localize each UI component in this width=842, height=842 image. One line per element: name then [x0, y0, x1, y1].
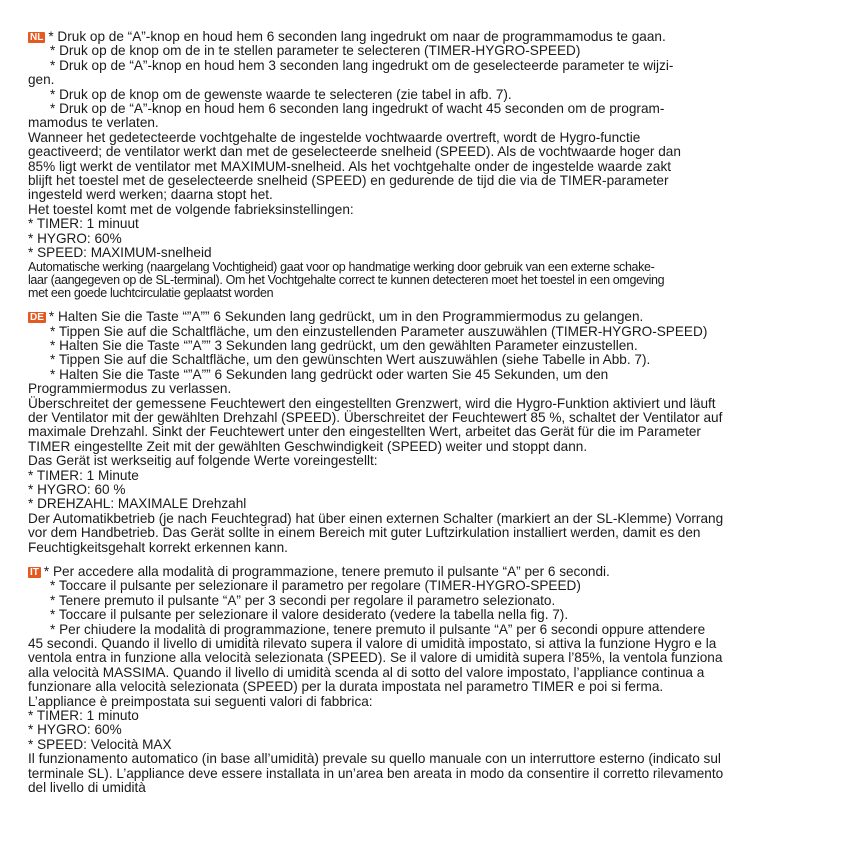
text-line: * Halten Sie die Taste “”A”” 6 Sekunden lang gedrückt oder warten Sie 45 Sekunden, um den: [50, 366, 609, 382]
text-line: * Per chiudere la modalità di programmazione, tenere premuto il pulsante “A” per 6 secondi oppure attendere: [50, 621, 706, 637]
text-line: der Ventilator mit der gewählten Drehzahl (SPEED). Überschreitet der Feuchtewert 85 %, schaltet der Ventilator auf: [28, 409, 723, 425]
language-badge-nl: NL: [30, 32, 44, 43]
text-line: * SPEED: MAXIMUM-snelheid: [28, 245, 212, 261]
text-line: * TIMER: 1 Minute: [28, 467, 139, 483]
text-line: * Druk op de “A”-knop en houd hem 3 seconden lang ingedrukt om de geselecteerde parameter te wijzi-: [50, 57, 674, 73]
text-line: * Toccare il pulsante per selezionare il valore desiderato (vedere la tabella nella fig. 7).: [50, 607, 569, 623]
text-line: ingesteld werd werken; daarna stopt het.: [28, 187, 273, 203]
text-line: * Halten Sie die Taste “”A”” 3 Sekunden lang gedrückt, um den gewählten Parameter einzustellen.: [50, 337, 638, 353]
text-line: ventola entra in funzione alla velocità selezionata (SPEED). Se il valore di umidità supera l’85%, la ventola funziona: [28, 650, 723, 666]
text-line: TIMER eingestellte Zeit mit der gewählten Geschwindigkeit (SPEED) weiter und stoppt dann.: [28, 438, 588, 454]
text-line: met een goede luchtcirculatie geplaatst worden: [28, 285, 274, 300]
text-line: * TIMER: 1 minuut: [28, 216, 139, 232]
document-page: [28, 30, 813, 806]
section-de: [28, 310, 813, 555]
text-line: * Tenere premuto il pulsante “A” per 3 secondi per regolare il parametro selezionato.: [50, 592, 556, 608]
text-line: Der Automatikbetrieb (je nach Feuchtegrad) hat über einen externen Schalter (markiert an der SL-Klemme) Vorrang: [28, 510, 724, 526]
text-line: alla velocità MASSIMA. Quando il livello di umidità scenda al di sotto del valore impostato, l’appliance continua a: [28, 664, 705, 680]
language-badge-it: IT: [30, 567, 39, 579]
text-line: vor dem Handbetrieb. Das Gerät sollte in einem Bereich mit guter Luftzirkulation installiert werden, damit es den: [28, 525, 701, 541]
language-badge-de: DE: [30, 312, 44, 324]
text-line: L’appliance è preimpostata sui seguenti valori di fabbrica:: [28, 693, 373, 709]
text-line: * DREHZAHL: MAXIMALE Drehzahl: [28, 496, 247, 512]
text-line: geactiveerd; de ventilator werkt dan met de geselecteerde snelheid (SPEED). Als de vochtwaarde hoger dan: [28, 144, 681, 160]
text-line: del livello di umidità: [28, 780, 146, 796]
text-line: DE * Halten Sie die Taste “”A”” 6 Sekunden lang gedrückt, um in den Programmiermodus zu gelangen.: [30, 309, 644, 325]
text-line: 85% ligt werkt de ventilator met MAXIMUM-snelheid. Als het vochtgehalte onder de ingestelde waarde zakt: [28, 158, 672, 174]
text-line: Automatische werking (naargelang Vochtigheid) gaat voor op handmatige werking door gebruik van een externe schake-: [28, 259, 655, 274]
text-line: Überschreitet der gemessene Feuchtewert den eingestellten Grenzwert, wird die Hygro-Funktion aktiviert und läuft: [28, 395, 716, 411]
section-nl: [28, 30, 813, 300]
text-line: Il funzionamento automatico (in base all’umidità) prevale su quello manuale con un interruttore esterno (indicato sul: [28, 751, 721, 767]
text-line: Het toestel komt met de volgende fabrieksinstellingen:: [28, 201, 354, 217]
section-it: [28, 565, 813, 796]
text-line: blijft het toestel met de geselecteerde snelheid (SPEED) en gedurende de tijd die via de TIMER-parameter: [28, 173, 669, 189]
text-line: * TIMER: 1 minuto: [28, 708, 139, 724]
text-line: IT * Per accedere alla modalità di programmazione, tenere premuto il pulsante “A” per 6 secondi.: [30, 564, 610, 580]
text-line: gen.: [28, 72, 55, 88]
text-line: Programmiermodus zu verlassen.: [28, 381, 232, 397]
text-line: * Druk op de knop om de in te stellen parameter te selecteren (TIMER-HYGRO-SPEED): [50, 43, 581, 59]
text-line: * Druk op de knop om de gewenste waarde te selecteren (zie tabel in afb. 7).: [50, 86, 512, 102]
text-line: * Tippen Sie auf die Schaltfläche, um den einzustellenden Parameter auszuwählen (TIMER-HYGRO-SPEED): [50, 323, 708, 339]
text-line: * Toccare il pulsante per selezionare il parametro per regolare (TIMER-HYGRO-SPEED): [50, 578, 581, 594]
text-line: funzionare alla velocità selezionata (SPEED) per la durata impostata nel parametro TIMER e poi si ferma.: [28, 679, 664, 695]
text-line: * Tippen Sie auf die Schaltfläche, um den gewünschten Wert auszuwählen (siehe Tabelle in Abb. 7).: [50, 352, 651, 368]
text-line: Feuchtigkeitsgehalt korrekt erkennen kann.: [28, 539, 288, 555]
text-line: maximale Drehzahl. Sinkt der Feuchtewert unter den eingestellten Wert, arbeitet das Gerät für die im Parameter: [28, 424, 701, 440]
text-line: Wanneer het gedetecteerde vochtgehalte de ingestelde vochtwaarde overtreft, wordt de Hygro-functie: [28, 129, 641, 145]
text-line: NL * Druk op de “A”-knop en houd hem 6 seconden lang ingedrukt om naar de programmamodus te gaan.: [30, 29, 666, 44]
text-line: * HYGRO: 60%: [28, 230, 122, 246]
text-line: * Druk op de “A”-knop en houd hem 6 seconden lang ingedrukt of wacht 45 seconden om de program-: [50, 101, 665, 117]
text-line: Das Gerät ist werkseitig auf folgende Werte voreingestellt:: [28, 453, 378, 469]
text-line: * HYGRO: 60%: [28, 722, 122, 738]
text-line: 45 secondi. Quando il livello di umidità rilevato supera il valore di umidità impostato, si attiva la funzione Hygro e la: [28, 636, 717, 652]
text-line: laar (aangegeven op de SL-terminal). Om het Vochtgehalte correct te kunnen detecteren moet het toestel in een omgeving: [28, 272, 665, 287]
text-line: terminale SL). L’appliance deve essere installata in un’area ben areata in modo da consentire il corretto rilevamento: [28, 765, 724, 781]
text-line: * HYGRO: 60 %: [28, 481, 126, 497]
text-line: * SPEED: Velocità MAX: [28, 736, 172, 752]
text-line: mamodus te verlaten.: [28, 115, 159, 131]
